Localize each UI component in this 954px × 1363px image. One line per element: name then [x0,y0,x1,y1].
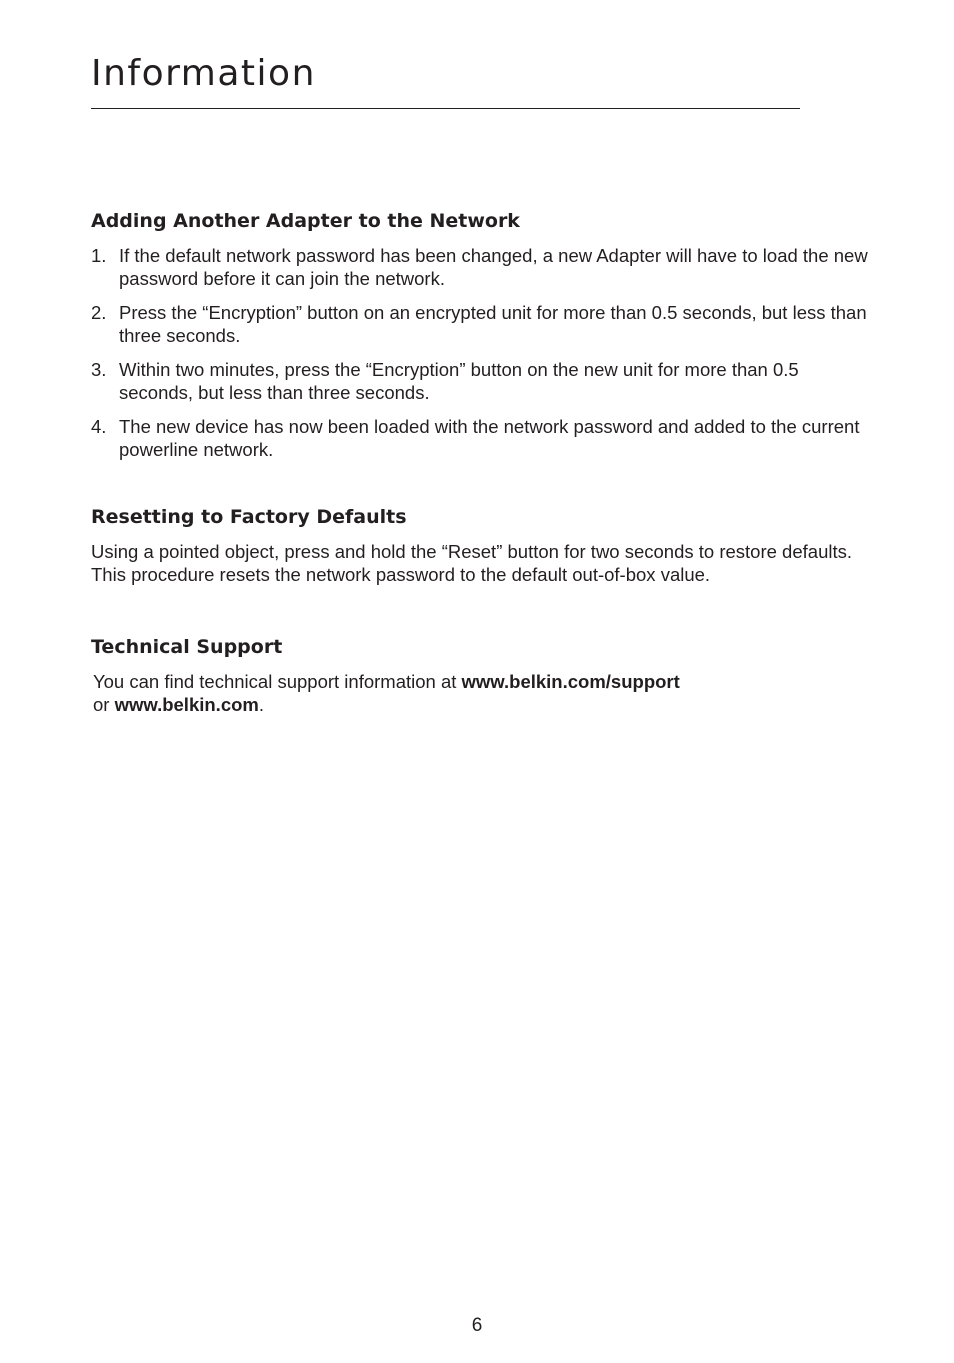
step-text: Within two minutes, press the “Encryption” button on the new unit for more than 0.5 seconds, but less than three seconds. [119,359,799,403]
technical-support-paragraph [93,671,873,716]
step-number: 1. [91,245,107,266]
step-text: The new device has now been loaded with the network password and added to the current powerline network. [119,416,860,460]
step-number: 3. [91,359,107,380]
list-item [91,245,871,290]
support-url-link[interactable]: www.belkin.com/support [461,671,680,692]
adding-steps-list [91,245,871,473]
heading-adding-adapter: Adding Another Adapter to the Network [91,210,520,232]
step-number: 2. [91,302,107,323]
step-text: If the default network password has been changed, a new Adapter will have to load the new password before it can join the network. [119,245,868,289]
page-number: 6 [471,1315,483,1336]
step-text: Press the “Encryption” button on an encrypted unit for more than 0.5 seconds, but less than three seconds. [119,302,867,346]
heading-factory-reset: Resetting to Factory Defaults [91,506,407,528]
step-number: 4. [91,416,107,437]
list-item [91,302,871,347]
support-text-period: . [258,693,264,715]
list-item [91,416,871,461]
support-text-or: or [93,693,115,715]
belkin-url-link[interactable]: www.belkin.com [114,693,259,715]
support-text: You can find technical support information at [93,671,462,692]
page-title: Information [91,53,316,94]
heading-technical-support: Technical Support [91,636,283,658]
list-item [91,359,871,404]
factory-reset-paragraph: Using a pointed object, press and hold the “Reset” button for two seconds to restore defaults. This procedure resets the network password to the default out-of-box value. [91,541,852,585]
title-divider [91,108,800,109]
